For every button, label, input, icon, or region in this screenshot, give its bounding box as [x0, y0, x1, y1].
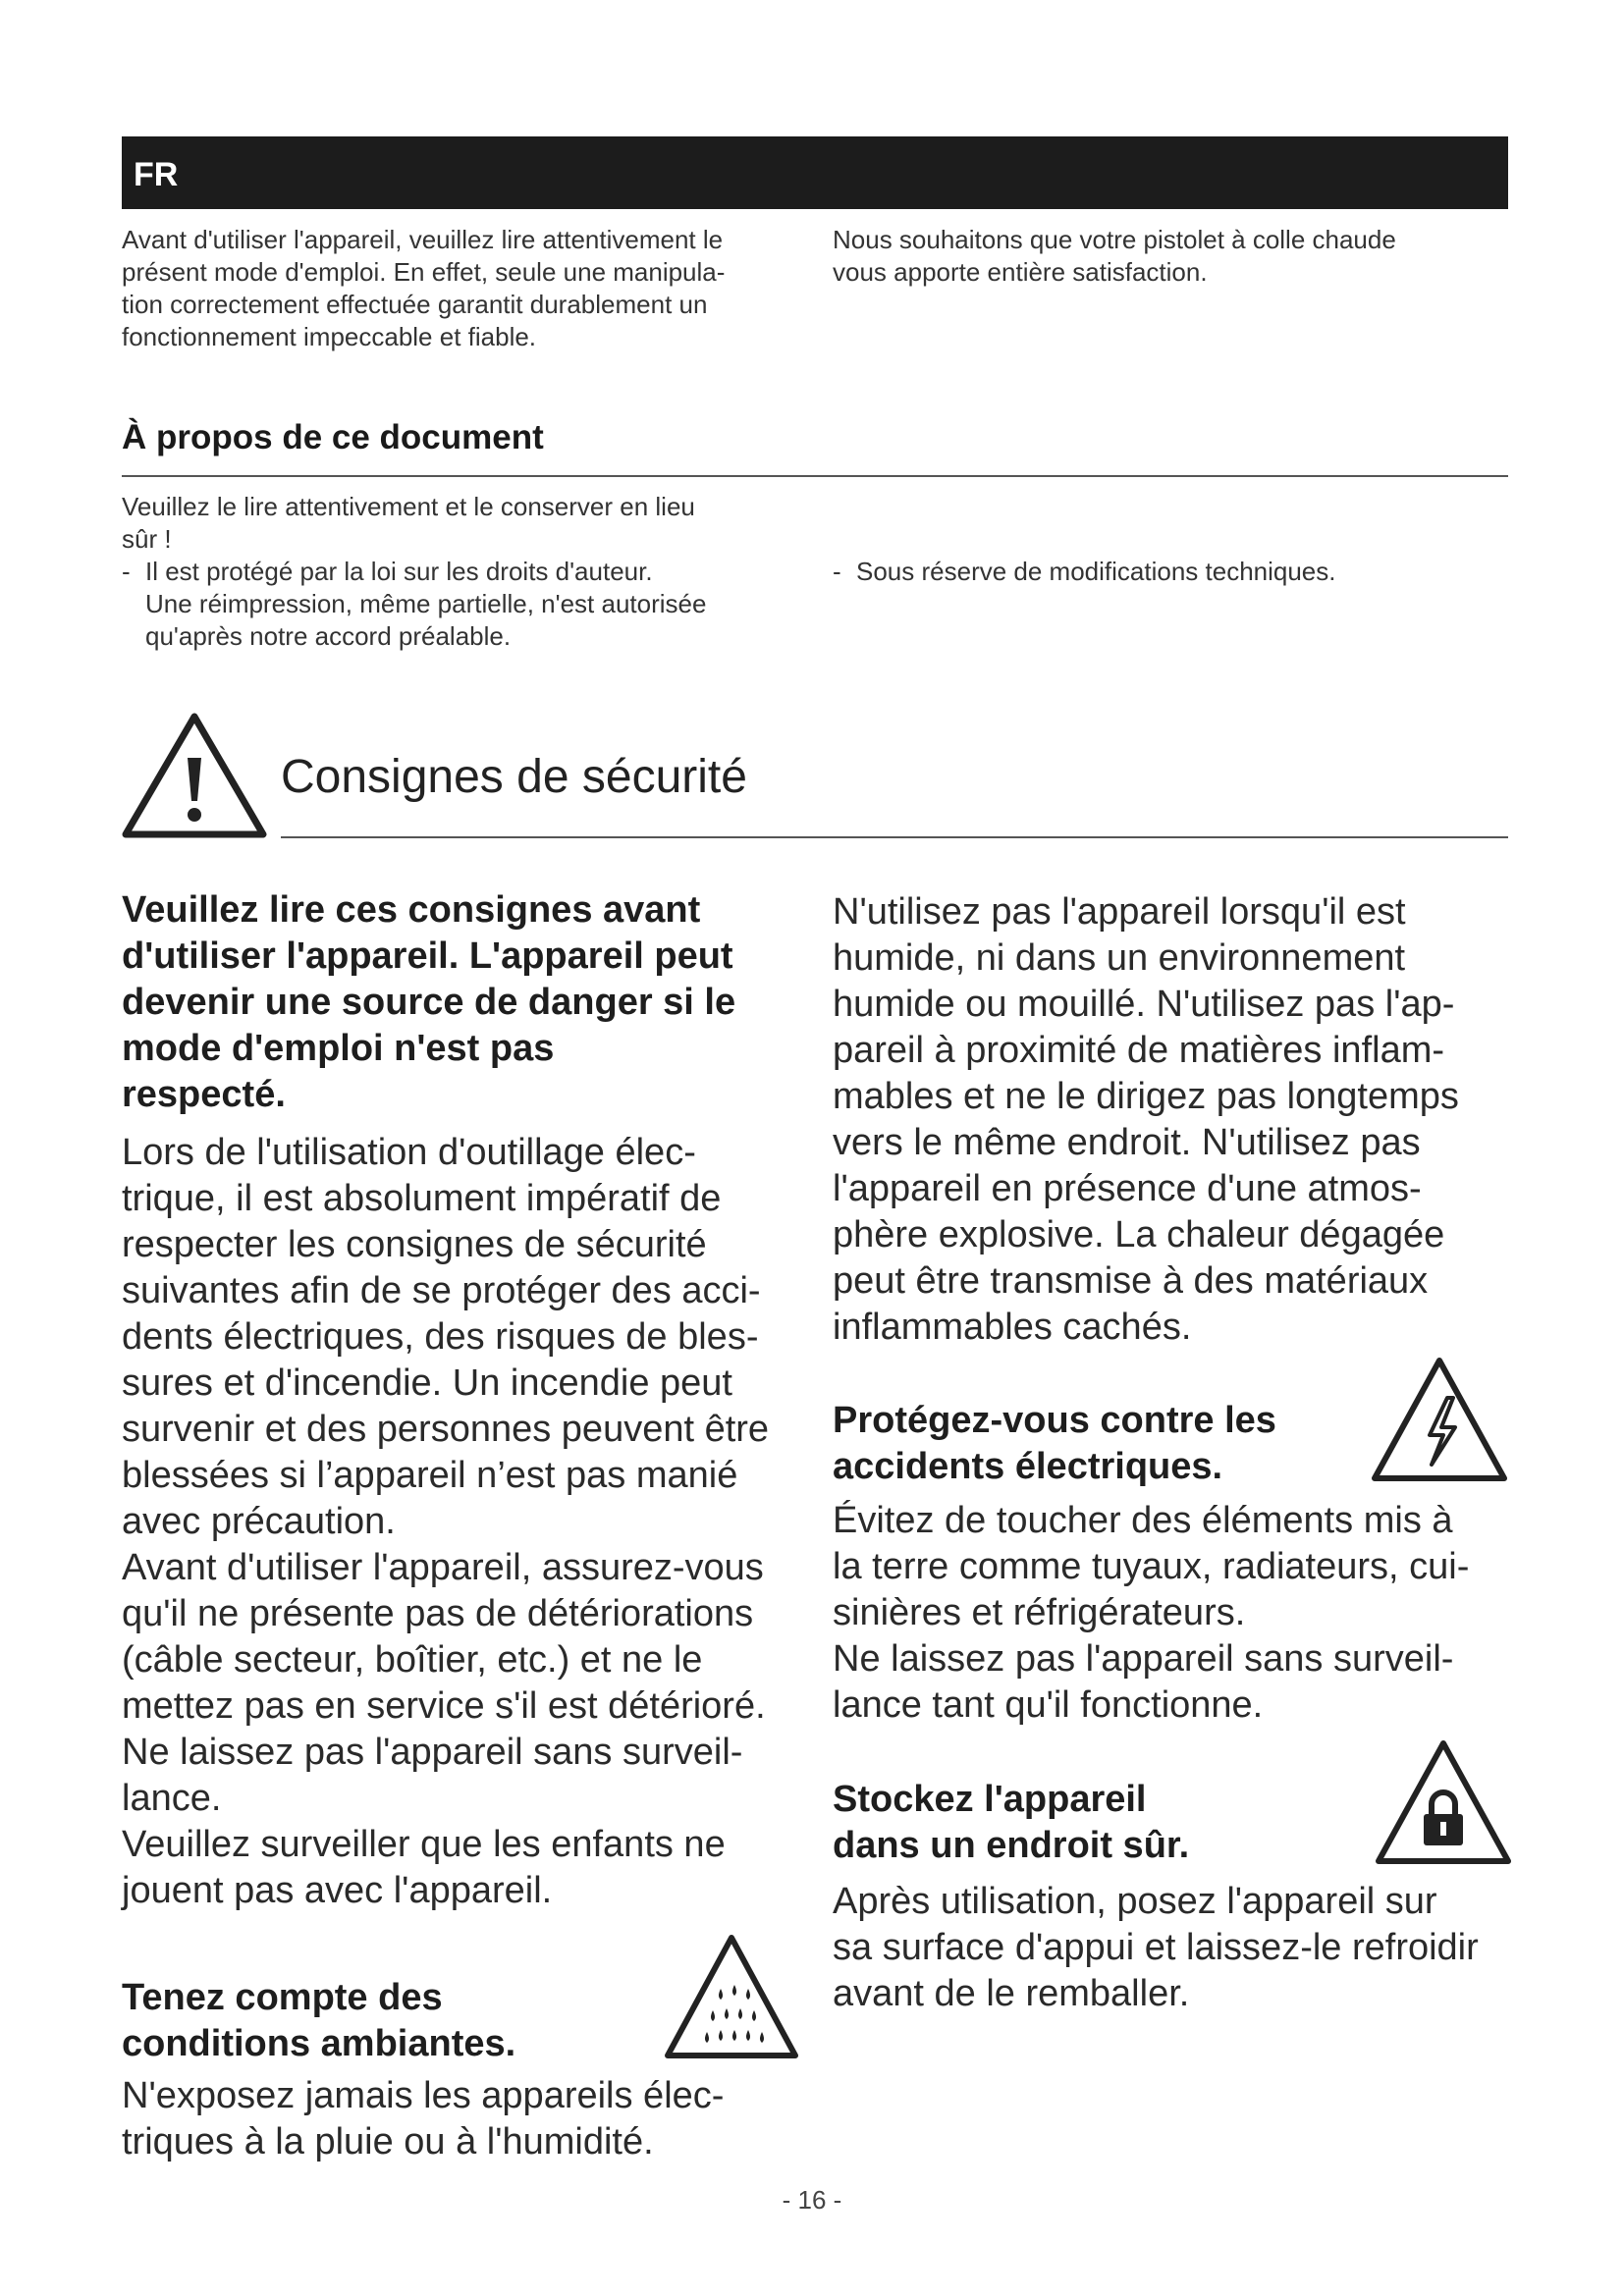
about-title: À propos de ce document	[122, 418, 544, 456]
ambient-body	[122, 2073, 809, 2165]
intro-left-line: fonctionnement impeccable et fiable.	[122, 322, 537, 351]
ambient-title	[122, 1975, 515, 2067]
intro-right-line: Nous souhaitons que votre pistolet à colle chaude	[833, 225, 1396, 254]
body-line: trique, il est absolument impératif de	[122, 1178, 722, 1219]
body-line: inflammables cachés.	[833, 1307, 1192, 1348]
body-line: lance.	[122, 1778, 222, 1819]
lead-line: d'utiliser l'appareil. L'appareil peut	[122, 935, 733, 977]
ambient-title-line: Tenez compte des	[122, 1977, 443, 2018]
body-line: phère explosive. La chaleur dégagée	[833, 1214, 1445, 1255]
intro-left-line: tion correctement effectuée garantit durablement un	[122, 290, 708, 319]
body-line: N'exposez jamais les appareils élec-	[122, 2075, 725, 2116]
electric-body	[833, 1498, 1520, 1729]
lead-line: respecté.	[122, 1074, 286, 1115]
body-line: vers le même endroit. N'utilisez pas	[833, 1122, 1421, 1163]
intro-left-line: présent mode d'emploi. En effet, seule une manipula-	[122, 257, 726, 287]
body-line: lance tant qu'il fonctionne.	[833, 1684, 1264, 1726]
intro-right-line: vous apporte entière satisfaction.	[833, 257, 1208, 287]
lock-hazard-icon	[1375, 1737, 1512, 1867]
body-line: Ne laissez pas l'appareil sans surveil-	[833, 1638, 1454, 1680]
about-bullet-line: Sous réserve de modifications techniques.	[856, 557, 1336, 586]
rain-hazard-icon	[664, 1932, 799, 2061]
electric-title-line: Protégez-vous contre les	[833, 1400, 1276, 1441]
safety-divider	[281, 836, 1508, 838]
body-line: dents électriques, des risques de bles-	[122, 1316, 759, 1358]
body-line: avec précaution.	[122, 1501, 396, 1542]
bullet-dash: -	[833, 557, 841, 586]
about-bullet-line: qu'après notre accord préalable.	[145, 621, 512, 651]
body-line: N'utilisez pas l'appareil lorsqu'il est	[833, 891, 1406, 933]
about-left	[122, 491, 809, 653]
body-line: la terre comme tuyaux, radiateurs, cui-	[833, 1546, 1470, 1587]
electric-hazard-icon	[1371, 1355, 1508, 1484]
body-line: Après utilisation, posez l'appareil sur	[833, 1881, 1437, 1922]
page-number: - 16 -	[782, 2185, 842, 2215]
body-line: (câble secteur, boîtier, etc.) et ne le	[122, 1639, 703, 1681]
bullet-dash: -	[122, 557, 131, 586]
body-line: sinières et réfrigérateurs.	[833, 1592, 1246, 1633]
about-divider	[122, 475, 1508, 477]
body-line: survenir et des personnes peuvent être	[122, 1409, 770, 1450]
body-line: suivantes afin de se protéger des acci-	[122, 1270, 761, 1311]
lead-line: mode d'emploi n'est pas	[122, 1028, 555, 1069]
electric-title	[833, 1398, 1276, 1490]
body-line: qu'il ne présente pas de détériorations	[122, 1593, 754, 1634]
storage-title-line: dans un endroit sûr.	[833, 1825, 1190, 1866]
safety-title: Consignes de sécurité	[281, 751, 747, 803]
body-line: l'appareil en présence d'une atmos-	[833, 1168, 1422, 1209]
intro-left-line: Avant d'utiliser l'appareil, veuillez lire attentivement le	[122, 225, 724, 254]
storage-title-line: Stockez l'appareil	[833, 1779, 1147, 1820]
electric-title-line: accidents électriques.	[833, 1446, 1223, 1487]
body-line: humide, ni dans un environnement	[833, 937, 1406, 979]
body-line: peut être transmise à des matériaux	[833, 1260, 1429, 1302]
intro-right	[833, 224, 1510, 289]
about-line: Veuillez le lire attentivement et le conserver en lieu	[122, 492, 695, 521]
body-line: Veuillez surveiller que les enfants ne	[122, 1824, 726, 1865]
about-bullet-1	[122, 556, 809, 653]
safety-left-column	[122, 887, 809, 1914]
about-bullet-line: Une réimpression, même partielle, n'est autorisée	[145, 589, 707, 618]
safety-right-body	[833, 889, 1520, 1351]
about-bullet-line: Il est protégé par la loi sur les droits d'auteur.	[145, 557, 653, 586]
body-line: sa surface d'appui et laissez-le refroidir	[833, 1927, 1479, 1968]
body-line: blessées si l’appareil n’est pas manié	[122, 1455, 738, 1496]
language-bar	[122, 136, 1508, 209]
body-line: pareil à proximité de matières inflam-	[833, 1030, 1445, 1071]
about-bullet-2	[833, 556, 1510, 588]
storage-title	[833, 1777, 1189, 1869]
storage-body	[833, 1879, 1520, 2017]
body-line: Évitez de toucher des éléments mis à	[833, 1500, 1453, 1541]
body-line: jouent pas avec l'appareil.	[122, 1870, 553, 1911]
body-line: Avant d'utiliser l'appareil, assurez-vous	[122, 1547, 764, 1588]
body-line: Ne laissez pas l'appareil sans surveil-	[122, 1732, 743, 1773]
body-line: humide ou mouillé. N'utilisez pas l'ap-	[833, 984, 1455, 1025]
safety-lead	[122, 887, 809, 1118]
body-line: mettez pas en service s'il est détérioré.	[122, 1685, 766, 1727]
language-label: FR	[134, 156, 179, 193]
body-line: respecter les consignes de sécurité	[122, 1224, 707, 1265]
body-line: avant de le remballer.	[833, 1973, 1190, 2014]
intro-left	[122, 224, 809, 353]
body-line: sures et d'incendie. Un incendie peut	[122, 1362, 732, 1404]
safety-left-body	[122, 1130, 809, 1914]
about-right	[833, 556, 1510, 588]
body-line: Lors de l'utilisation d'outillage élec-	[122, 1132, 696, 1173]
warning-triangle-icon	[122, 711, 267, 840]
body-line: triques à la pluie ou à l'humidité.	[122, 2121, 654, 2163]
body-line: mables et ne le dirigez pas longtemps	[833, 1076, 1459, 1117]
about-line: sûr !	[122, 524, 172, 554]
lead-line: devenir une source de danger si le	[122, 982, 736, 1023]
lead-line: Veuillez lire ces consignes avant	[122, 889, 701, 931]
ambient-title-line: conditions ambiantes.	[122, 2023, 516, 2064]
